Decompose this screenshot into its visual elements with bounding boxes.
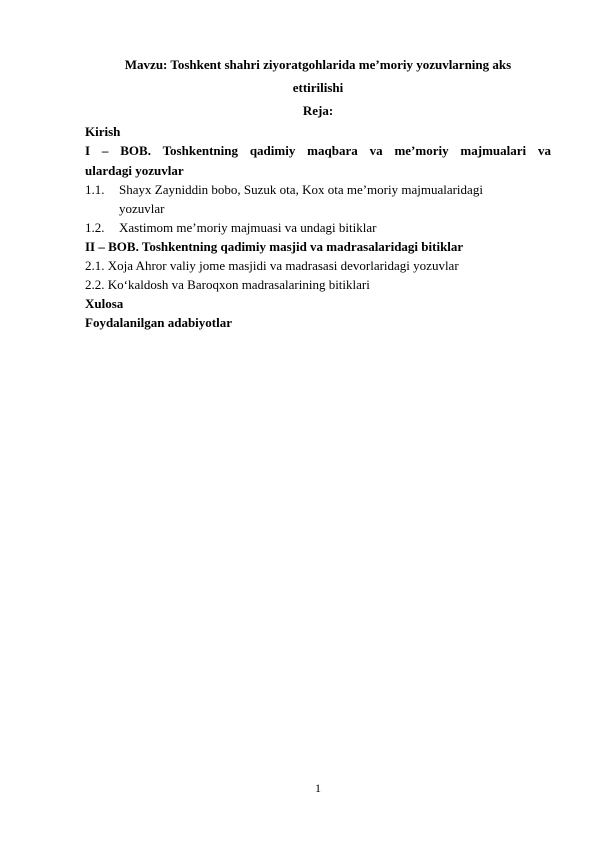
- references-heading: Foydalanilgan adabiyotlar: [85, 315, 232, 330]
- section-1-1-number: 1.1.: [85, 182, 105, 197]
- chapter1-heading-line2: ulardagi yozuvlar: [85, 163, 184, 178]
- chapter2-heading: II – BOB. Toshkentning qadimiy masjid va madrasalaridagi bitiklar: [85, 239, 464, 254]
- section-2-1-title: 2.1. Xoja Ahror valiy jome masjidi va madrasasi devorlaridagi yozuvlar: [85, 258, 459, 273]
- chapter1-heading-line1: I – BOB. Toshkentning qadimiy maqbara va me’moriy majmualari va: [85, 143, 551, 158]
- section-1-2-number: 1.2.: [85, 220, 105, 235]
- section-1-1-title-line1: Shayx Zayniddin bobo, Suzuk ota, Kox ota me’moriy majmualaridagi: [119, 182, 483, 197]
- plan-heading: Reja:: [302, 103, 334, 118]
- topic-title-line2: ettirilishi: [292, 80, 344, 95]
- intro-heading: Kirish: [85, 124, 121, 139]
- section-1-1-title-line2: yozuvlar: [119, 201, 165, 216]
- conclusion-heading: Xulosa: [85, 296, 124, 311]
- section-1-2-title: Xastimom me’moriy majmuasi va undagi bitiklar: [119, 220, 377, 235]
- topic-title-line1: Mavzu: Toshkent shahri ziyoratgohlarida me’moriy yozuvlarning aks: [124, 57, 512, 72]
- page-number: 1: [315, 781, 321, 795]
- section-2-2-title: 2.2. Ko‘kaldosh va Baroqxon madrasalarining bitiklari: [85, 277, 370, 292]
